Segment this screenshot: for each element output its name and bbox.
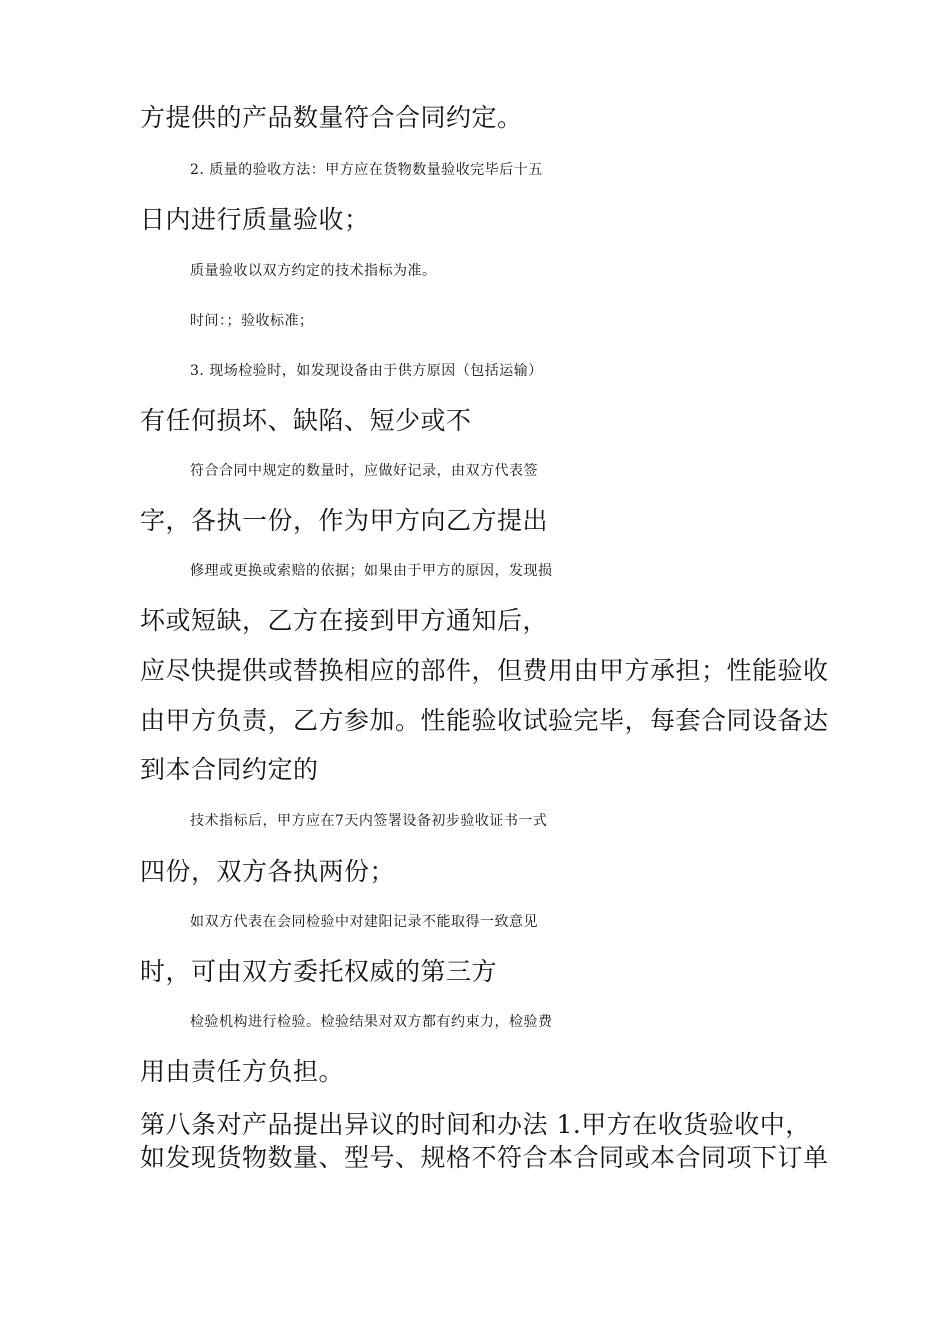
text-line: 有任何损坏、缺陷、短少或不 xyxy=(140,406,472,435)
text-line: 第八条对产品提出异议的时间和办法 1.甲方在收货验收中， xyxy=(140,1110,811,1139)
text-line: 方提供的产品数量符合合同约定。 xyxy=(140,103,523,132)
text-line: 如双方代表在会同检验中对建阳记录不能取得一致意见 xyxy=(190,914,538,930)
text-line: 3. 现场检验时，如发现设备由于供方原因（包括运输） xyxy=(190,363,543,379)
text-line: 四份，双方各执两份； xyxy=(140,857,396,886)
text-line: 检验机构进行检验。检验结果对双方都有约束力，检验费 xyxy=(190,1014,553,1030)
text-line: 时，可由双方委托权威的第三方 xyxy=(140,957,498,986)
text-line: 用由责任方负担。 xyxy=(140,1057,345,1086)
text-line: 符合合同中规定的数量时，应做好记录，由双方代表签 xyxy=(190,463,538,479)
text-line: 技术指标后，甲方应在7天内签署设备初步验收证书一式 xyxy=(190,813,548,829)
text-line: 由甲方负责，乙方参加。性能验收试验完毕，每套合同设备达 xyxy=(140,706,829,735)
text-line: 坏或短缺，乙方在接到甲方通知后， xyxy=(140,606,549,635)
text-line: 时间：；验收标准； xyxy=(190,313,314,329)
text-line: 日内进行质量验收； xyxy=(140,205,370,234)
text-line: 应尽快提供或替换相应的部件，但费用由甲方承担；性能验收 xyxy=(140,656,829,685)
text-line: 2. 质量的验收方法：甲方应在货物数量验收完毕后十五 xyxy=(190,162,543,178)
text-line: 质量验收以双方约定的技术指标为准。 xyxy=(190,263,437,279)
text-line: 字，各执一份，作为甲方向乙方提出 xyxy=(140,506,549,535)
text-line: 如发现货物数量、型号、规格不符合本合同或本合同项下订单 xyxy=(140,1143,829,1172)
text-line: 到本合同约定的 xyxy=(140,755,319,784)
text-line: 修理或更换或索赔的依据；如果由于甲方的原因，发现损 xyxy=(190,563,553,579)
